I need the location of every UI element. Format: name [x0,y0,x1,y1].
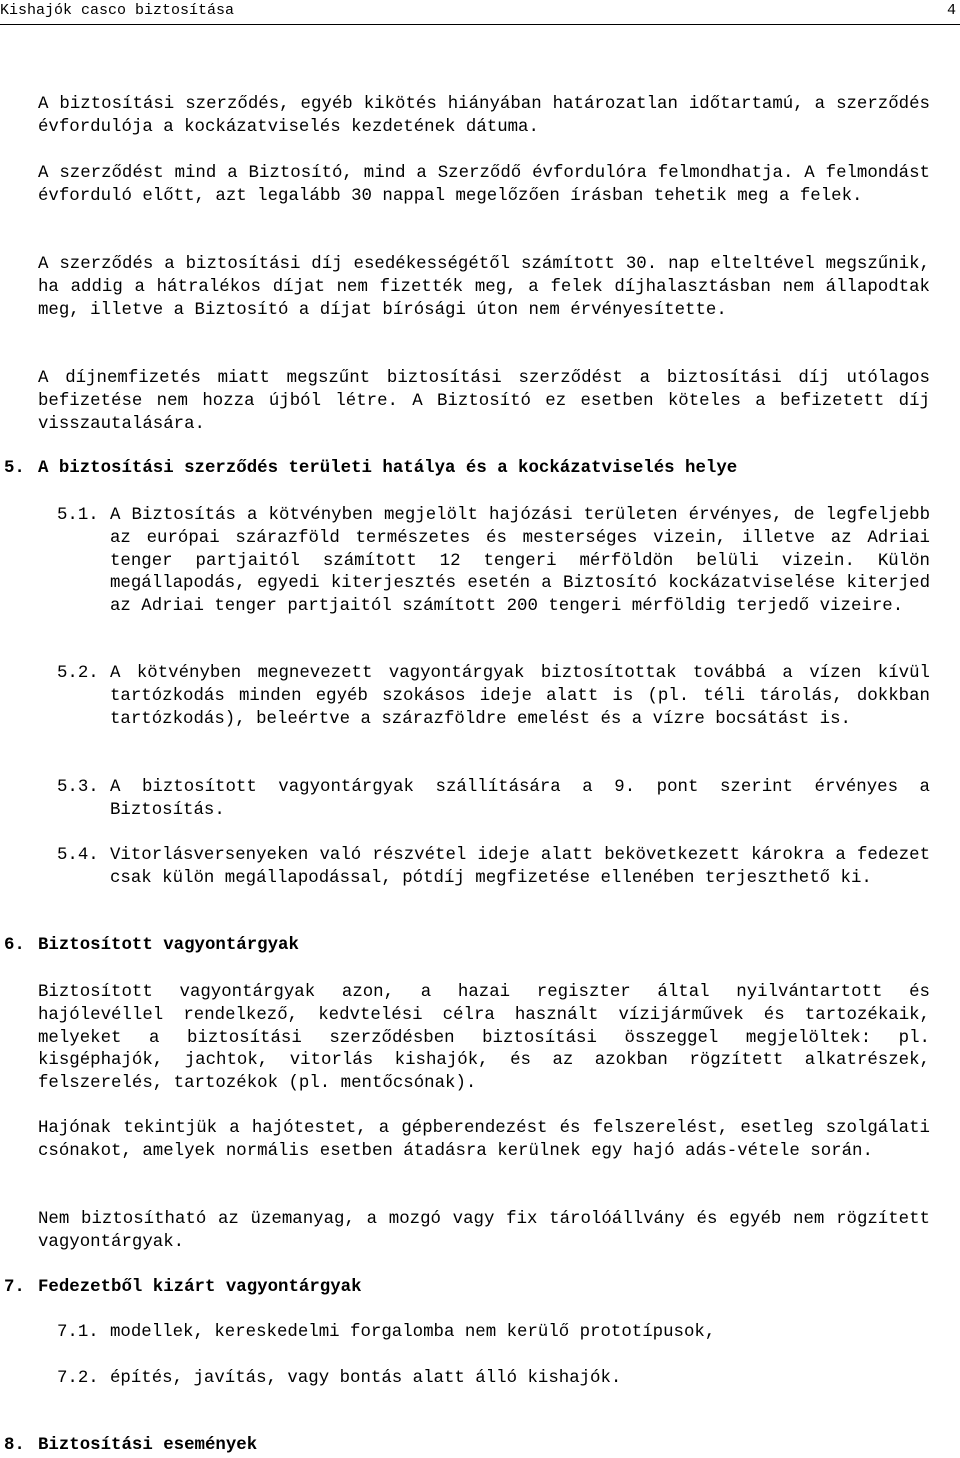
list-item [57,845,930,891]
paragraph-nonpayment: A szerződés a biztosítási díj esedékességétől számított 30. nap elteltével megszűnik, ha addig a hátralékos díjat nem fizették meg, a felek díjhalasztásban nem állapodtak meg, illetve a Biztosító a díjat bírósági úton nem érvényesítette. [38,255,930,320]
paragraph-insured-property: Biztosított vagyontárgyak azon, a hazai regiszter által nyilvántartott és hajólevéllel rendelkező, kedvtelési célra használt vízijárművek és tartozékaik, melyeket a biztosítási szerződésben biztosítási összeggel megjelöltek: pl. kisgéphajók, jachtok, vitorlás kishajók, és az azokban rögzített alkatrészek, felszerelés, tartozékok (pl. mentőcsónak). [38,983,930,1094]
section-title: Fedezetből kizárt vagyontárgyak [38,1278,362,1297]
section-number: 5. [4,459,25,478]
section-number: 7. [4,1278,25,1297]
list-item [57,1368,930,1391]
item-text: A Biztosítás a kötvényben megjelölt hajózási területen érvényes, de legfeljebb az európai szárazföld természetes és mesterséges vizein, illetve az Adriai tenger partjaitól számított 12 tengeri mérföldön belüli vizein. Külön megállapodás, egyedi kiterjesztés esetén a Biztosító kockázatviselése kiterjed az Adriai tenger partjaitól számított 200 tengeri mérföldig terjedő vizeire. [110,506,930,617]
item-number: 5.1. [57,506,99,525]
item-text: Vitorlásversenyeken való részvétel ideje alatt bekövetkezett károkra a fedezet csak külön megállapodással, pótdíj megfizetése ellenében terjeszthető ki. [110,846,930,888]
item-number: 7.1. [57,1323,99,1342]
paragraph-duration: A biztosítási szerződés, egyéb kikötés hiányában határozatlan időtartamú, a szerződés évfordulója a kockázatviselés kezdetének dátuma. [38,95,930,137]
paragraph-boat-definition: Hajónak tekintjük a hajótestet, a gépberendezést és felszerelést, esetleg szolgálati csónakot, amelyek normális esetben átadásra kerülnek egy hajó adás-vétele során. [38,1119,930,1161]
item-text: A biztosított vagyontárgyak szállítására a 9. pont szerint érvényes a Biztosítás. [110,778,930,820]
list-item [57,1322,930,1345]
document-title: Kishajók casco biztosítása [0,2,235,19]
item-text: építés, javítás, vagy bontás alatt álló kishajók. [110,1369,622,1388]
item-text: modellek, kereskedelmi forgalomba nem kerülő prototípusok, [110,1323,716,1342]
item-number: 5.2. [57,664,99,683]
item-number: 5.4. [57,846,99,865]
section-title: A biztosítási szerződés területi hatálya és a kockázatviselés helye [38,459,738,478]
list-item [57,505,930,619]
section-title: Biztosítási események [38,1436,258,1455]
paragraph-reinstatement: A díjnemfizetés miatt megszűnt biztosítási szerződést a biztosítási díj utólagos befizetése nem hozza újból létre. A Biztosító ez esetben köteles a befizetett díj visszautalására. [38,369,930,434]
section-number: 6. [4,936,25,955]
section-number: 8. [4,1436,25,1455]
section-heading-8 [4,1435,257,1458]
item-text: A kötvényben megnevezett vagyontárgyak biztosítottak továbbá a vízen kívül tartózkodás minden egyéb szokásos ideje alatt is (pl. téli tárolás, dokkban tartózkodás), beleértve a szárazföldre emelést és a vízre bocsátást is. [110,664,930,729]
page-number: 4 [946,2,956,19]
list-item [57,663,930,731]
section-title: Biztosított vagyontárgyak [38,936,299,955]
header-divider [0,24,960,25]
item-number: 5.3. [57,778,99,797]
paragraph-termination: A szerződést mind a Biztosító, mind a Szerződő évfordulóra felmondhatja. A felmondást évforduló előtt, azt legalább 30 nappal megelőzően írásban tehetik meg a felek. [38,164,930,206]
section-heading-5 [4,458,737,481]
section-heading-7 [4,1277,362,1300]
item-number: 7.2. [57,1369,99,1388]
section-heading-6 [4,935,299,958]
list-item [57,777,930,823]
paragraph-not-insurable: Nem biztosítható az üzemanyag, a mozgó vagy fix tárolóállvány és egyéb nem rögzített vagyontárgyak. [38,1210,930,1252]
